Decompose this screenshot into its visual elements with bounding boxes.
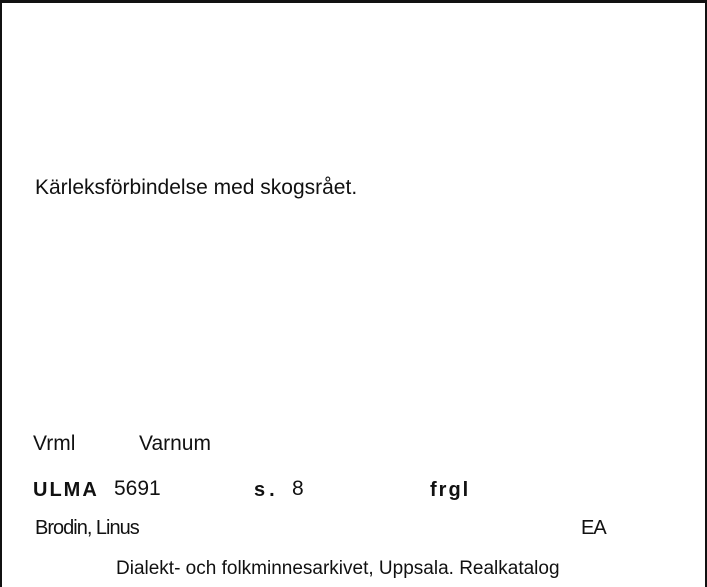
parish-name: Varnum	[139, 432, 211, 455]
page-label: s.	[254, 479, 279, 501]
record-title: Kärleksförbindelse med skogsrået.	[35, 176, 358, 199]
accession-number: 5691	[114, 477, 161, 500]
classification-code: EA	[581, 517, 606, 539]
page-number: 8	[292, 477, 304, 500]
archive-abbreviation: ULMA	[33, 479, 99, 501]
region-abbreviation: Vrml	[33, 432, 76, 455]
archive-footer: Dialekt- och folkminnesarkivet, Uppsala. Realkatalog	[116, 558, 560, 579]
recorder-name: Brodin, Linus	[35, 517, 139, 539]
category-code: frgl	[430, 479, 471, 501]
